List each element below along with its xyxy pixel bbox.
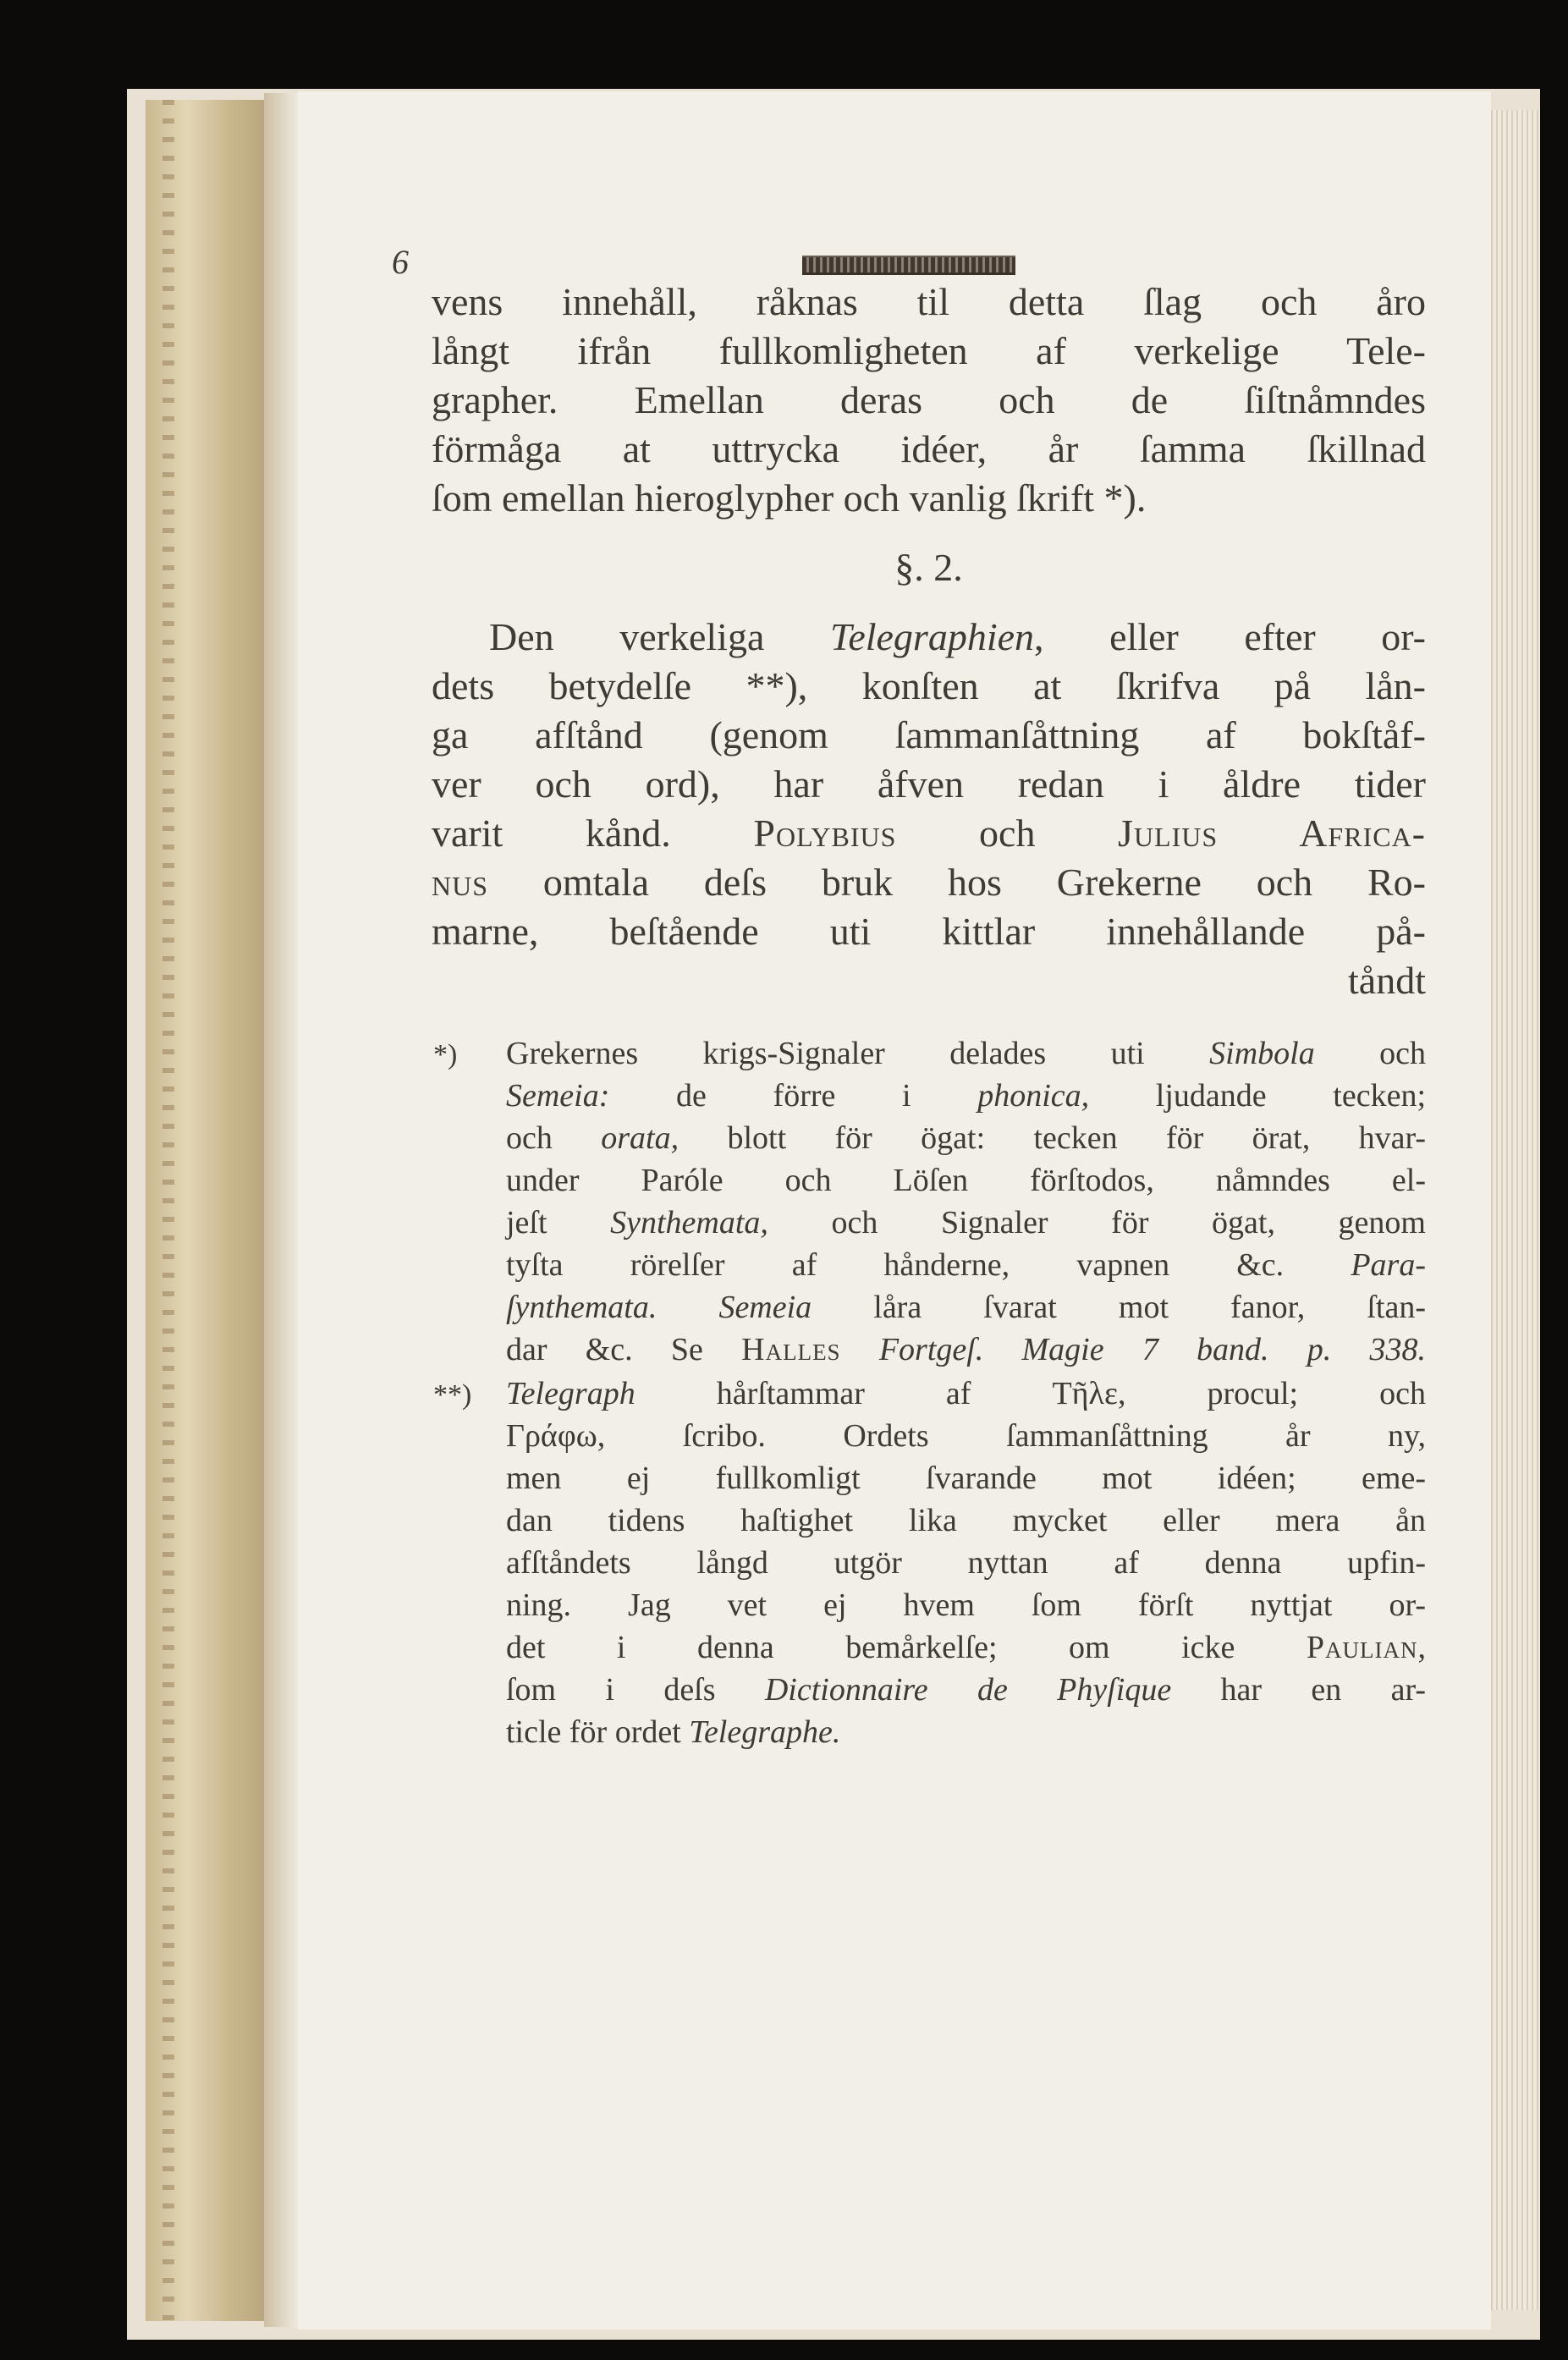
body-line: långt ifrån fullkomligheten af verkelige Tele- [432,329,1426,372]
footnote-line: jeſt Synthemata, och Signaler för ögat, genom [506,1205,1426,1241]
body-line: grapher. Emellan deras och de ſiſtnåmndes [432,378,1426,421]
body-line: förmåga at uttrycka idéer, år ſamma ſkillnad [432,427,1426,470]
footnote-line: Γράφω, ſcribo. Ordets ſammanſåttning år ny, [506,1418,1426,1454]
body-line: marne, beſtående uti kittlar innehållande på- [432,910,1426,953]
page-fore-edge [1491,110,1540,2310]
footnote-line: tyſta rörelſer af hånderne, vapnen &c. Para- [506,1247,1426,1283]
footnote-line: ticle för ordet Telegraphe. [506,1714,841,1750]
footnote-line: det i denna bemårkelſe; om icke Paulian, [506,1630,1426,1665]
catchword: tåndt [1348,959,1426,1002]
head-ornament [802,256,1015,275]
footnote-line: Semeia: de förre i phonica, ljudande tecken; [506,1078,1426,1114]
page-number: 6 [392,243,409,281]
footnote-line: dan tidens haſtighet lika mycket eller mera ån [506,1503,1426,1538]
book-page [298,91,1491,2330]
footnote-line: dar &c. Se Halles Fortgeſ. Magie 7 band. p. 338. [506,1332,1427,1367]
footnote-line: ning. Jag vet ej hvem ſom förſt nyttjat or- [506,1587,1426,1623]
footnote-line: men ej fullkomligt ſvarande mot idéen; eme- [506,1461,1426,1496]
body-line: dets betydelſe **), konſten at ſkrifva på lån- [432,664,1426,707]
body-line: ſom emellan hieroglypher och vanlig ſkrift *). [432,476,1147,520]
footnote-line: Telegraph hårſtammar af Τῆλε, procul; och [506,1376,1426,1411]
footnote-mark: *) [433,1039,458,1070]
binding-board [146,100,264,2321]
footnote-line: och orata, blott för ögat: tecken för örat, hvar- [506,1120,1427,1156]
body-line: vens innehåll, råknas til detta ſlag och åro [432,280,1426,323]
footnote-line: Grekernes krigs-Signaler delades uti Simbola och [506,1036,1426,1071]
body-line: nus omtala deſs bruk hos Grekerne och Ro- [432,861,1426,904]
body-line: ga afſtånd (genom ſammanſåttning af bokſtåf- [432,713,1426,756]
footnote-line: ſom i deſs Dictionnaire de Phyſique har en ar- [506,1672,1426,1708]
footnote-line: ſynthemata. Semeia låra ſvarat mot fanor, ſtan- [506,1290,1426,1325]
body-line: varit kånd. Polybius och Julius Africa- [432,811,1427,855]
body-line: ver och ord), har åfven redan i åldre tider [432,762,1426,806]
page-gutter [264,93,298,2327]
body-line: Den verkeliga Telegraphien, eller efter or- [489,615,1426,658]
footnote-line: afſtåndets långd utgör nyttan af denna upfin- [506,1545,1426,1581]
footnote-line: under Paróle och Löſen förſtodos, nåmndes el- [506,1163,1426,1198]
footnote-mark: **) [433,1379,472,1411]
section-heading: §. 2. [894,546,963,589]
